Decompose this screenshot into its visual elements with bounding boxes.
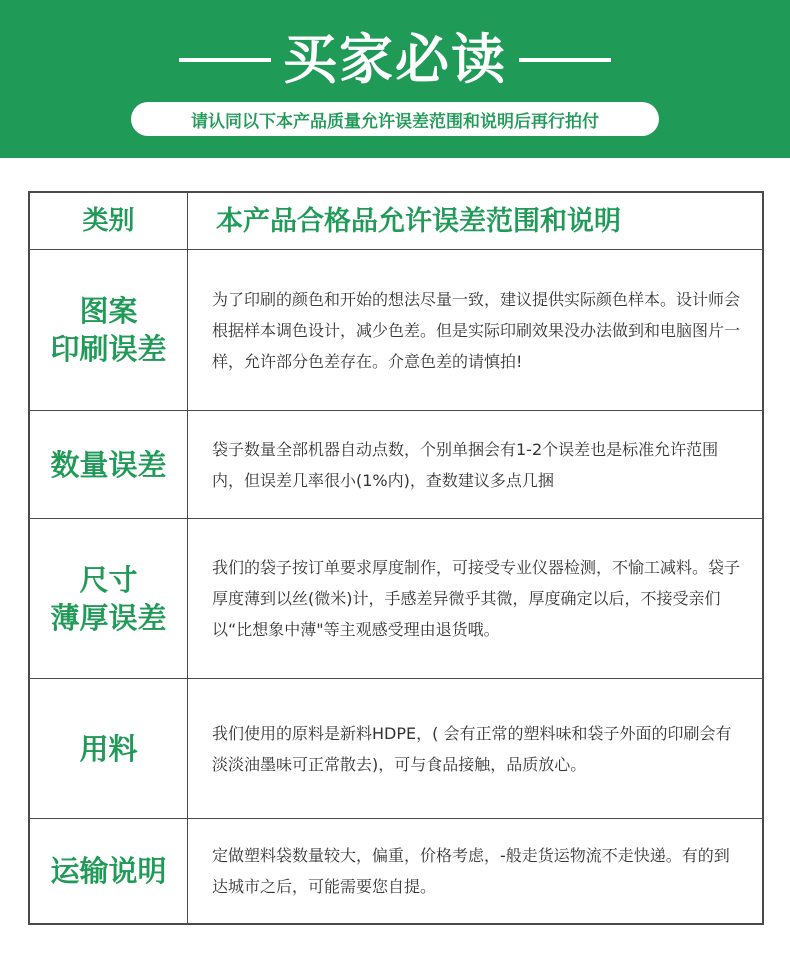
category-label: 用料 [79, 731, 138, 766]
category-label: 图案 印刷误差 [50, 294, 167, 366]
row-category [30, 250, 188, 410]
header-description: 本产品合格品允许误差范围和说明 [216, 205, 621, 237]
title-right-line [519, 58, 611, 62]
title-row [0, 22, 790, 98]
description-text: 为了印刷的颜色和开始的想法尽量一致，建议提供实际颜色样本。设计师会根据样本调色设计，减少色差。但是实际印刷效果没办法做到和电脑图片一样，允许部分色差存在。介意色差的请慎拍! [212, 289, 741, 371]
row-description [188, 250, 762, 410]
row-category [30, 679, 188, 818]
title-left-line [179, 58, 271, 62]
header-banner [0, 0, 790, 158]
row-description [188, 519, 762, 678]
row-category [30, 411, 188, 518]
table-row [30, 411, 762, 519]
tolerance-table [28, 191, 764, 925]
page-title: 买家必读 [283, 28, 507, 91]
row-description [188, 679, 762, 818]
table-row [30, 819, 762, 923]
category-label: 尺寸 薄厚误差 [50, 562, 167, 635]
description-text: 我们使用的原料是新料HDPE，( 会有正常的塑料味和袋子外面的印刷会有淡淡油墨味可正常散去)，可与食品接触，品质放心。 [212, 723, 732, 774]
description-text: 定做塑料袋数量较大，偏重，价格考虑，-般走货运物流不走快递。有的到达城市之后，可能需要您自提。 [212, 846, 730, 896]
table-header-row [30, 193, 762, 250]
table-row [30, 679, 762, 819]
subtitle-pill: 请认同以下本产品质量允许误差范围和说明后再行拍付 [131, 102, 659, 136]
row-category [30, 519, 188, 678]
row-description [188, 411, 762, 518]
table-row [30, 250, 762, 411]
row-category [30, 819, 188, 923]
description-text: 袋子数量全部机器自动点数，个别单捆会有1-2个误差也是标准允许范围内，但误差几率很小(1%内)，查数建议多点几捆 [212, 439, 719, 490]
table-row [30, 519, 762, 679]
category-label: 运输说明 [50, 854, 167, 888]
category-label: 数量误差 [50, 447, 167, 482]
description-text: 我们的袋子按订单要求厚度制作，可接受专业仪器检测，不愉工减料。袋子厚度薄到以丝(微米)计，手感差异微乎其微，厚度确定以后，不接受亲们以“比想象中薄"等主观感受理由退货哦。 [212, 558, 741, 639]
header-category: 类别 [30, 193, 188, 249]
row-description [188, 819, 762, 923]
